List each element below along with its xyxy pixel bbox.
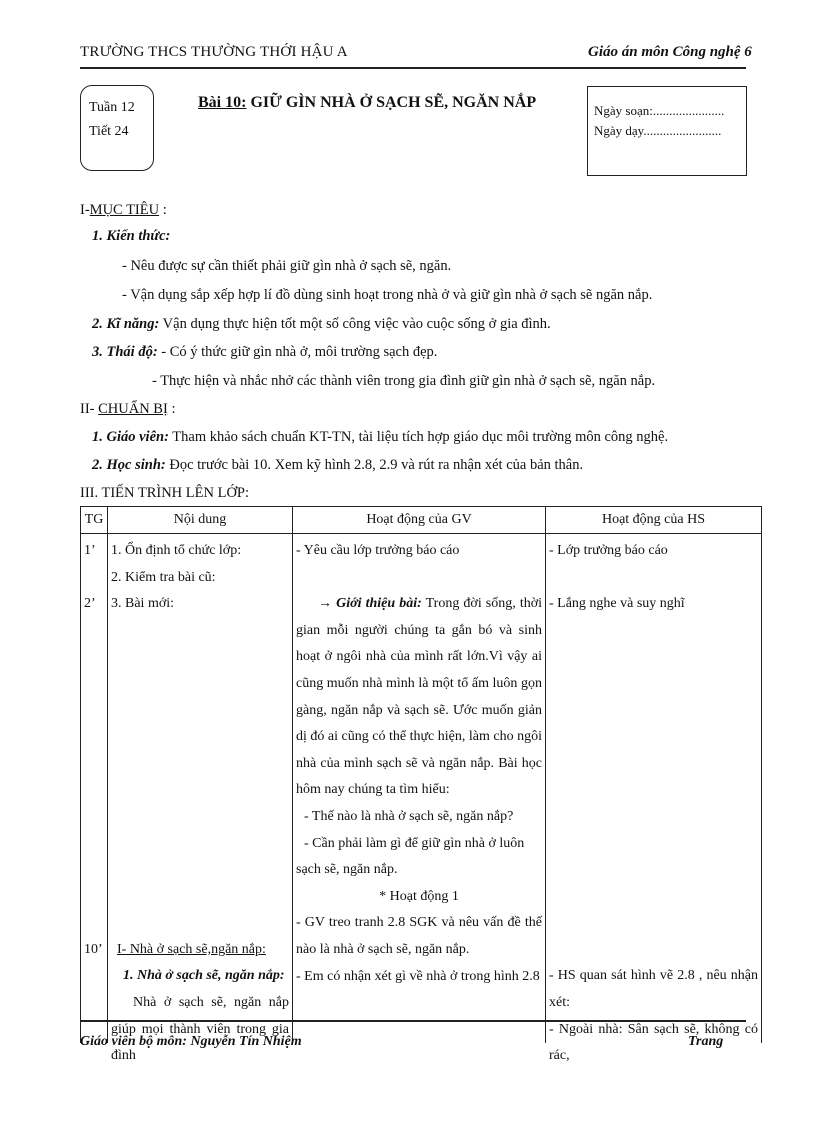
row2-teacher-label: Giới thiệu bài:	[336, 596, 422, 612]
row2-tg-text: 2’	[84, 596, 96, 612]
objectives-title: MỤC TIÊU	[89, 202, 160, 218]
col-header-student: Hoạt động của HS	[546, 507, 762, 534]
knowledge-label: 1. Kiến thức:	[92, 228, 171, 244]
table-row	[81, 534, 762, 1044]
week-label: Tuần 12	[89, 100, 135, 115]
row1-tg-text: 1’	[84, 543, 96, 558]
prepared-date: Ngày soạn:......................	[594, 103, 725, 118]
col-header-tg: TG	[81, 507, 108, 534]
student-column	[546, 534, 762, 1064]
lesson-plan-table	[80, 506, 762, 1064]
row1-tg	[81, 534, 108, 1044]
row3-tg-text: 10’	[84, 941, 103, 957]
skill-text: Vận dụng thực hiện tốt một số công việc vào cuộc sống ở gia đình.	[159, 316, 551, 332]
objectives-heading	[80, 197, 167, 223]
footer-divider	[80, 1020, 746, 1022]
teacher-prep-label: 1. Giáo viên:	[92, 429, 169, 445]
footer-teacher: Giáo viên bộ môn: Nguyễn Tín Nhiệm	[80, 1034, 302, 1049]
row2-teacher-text: Trong đời sống, thời gian mỗi người chúng ta gắn bó và sinh hoạt ở ngôi nhà của mình rất lớn.Vì vậy ai cũng muốn nhà mình là một tổ ấm luôn gọn gàng, ngăn nắp và sạch sẽ. Ước muốn giản dị đó ai cũng có thể thực hiện, làm cho ngôi nhà của mình sạch sẽ và ngăn nắp. Bài học hôm nay chúng ta tìm hiểu:	[296, 596, 542, 798]
student-prep-text: Đọc trước bài 10. Xem kỹ hình 2.8, 2.9 và rút ra nhận xét của bản thân.	[165, 457, 584, 473]
row1-content-2: 2. Kiểm tra bài cũ:	[111, 569, 216, 585]
row3-teacher-heading: * Hoạt động 1	[379, 888, 459, 904]
row3-content-heading: I- Nhà ở sạch sẽ,ngăn nắp:	[117, 941, 266, 957]
row3-student-2: - Ngoài nhà: Sân sạch sẽ, không có rác,	[549, 1021, 758, 1064]
footer-page: Trang	[688, 1034, 724, 1049]
objectives-prefix: I-	[80, 202, 90, 218]
preparation-heading	[80, 396, 175, 422]
table-header-row	[81, 507, 762, 534]
attitude-line	[92, 339, 437, 365]
teacher-prep-text: Tham khảo sách chuẩn KT-TN, tài liệu tích hợp giáo dục môi trường môn công nghệ.	[168, 429, 669, 445]
row3-content-sub: 1. Nhà ở sạch sẽ, ngăn nắp:	[123, 968, 285, 984]
col-header-content: Nội dung	[108, 507, 293, 534]
knowledge-item-1: - Nêu được sự cần thiết phải giữ gìn nhà ở sạch sẽ, ngăn.	[122, 258, 452, 274]
row3-student-1: - HS quan sát hình vẽ 2.8 , nêu nhận xét:	[549, 968, 758, 1010]
week-period-box	[80, 85, 154, 171]
row1-student: - Lớp trưởng báo cáo	[549, 543, 668, 558]
arrow-icon: →	[318, 596, 337, 612]
row3-content-text: Nhà ở sạch sẽ, ngăn nắp giúp mọi thành viên trong gia đình	[111, 994, 289, 1064]
preparation-suffix: :	[167, 401, 176, 417]
period-label: Tiết 24	[89, 124, 129, 139]
subject-title: Giáo án môn Công nghệ 6	[588, 44, 752, 60]
student-prep-label: 2. Học sinh:	[92, 457, 166, 473]
row3-teacher-1: - GV treo tranh 2.8 SGK và nêu vấn đề thế nào là nhà ở sạch sẽ, ngăn nắp.	[296, 915, 542, 957]
lesson-title	[198, 94, 536, 112]
teacher-prep-line	[92, 424, 668, 450]
student-prep-line	[92, 452, 583, 478]
skill-line	[92, 311, 551, 337]
row2-teacher-q1: - Thế nào là nhà ở sạch sẽ, ngăn nắp?	[304, 808, 514, 824]
date-box	[587, 86, 747, 176]
attitude-text: - Có ý thức giữ gìn nhà ở, môi trường sạch đẹp.	[157, 344, 438, 360]
lesson-name: GIỮ GÌN NHÀ Ở SẠCH SẼ, NGĂN NẮP	[246, 94, 537, 111]
content-column	[108, 534, 293, 1064]
attitude-item-2: - Thực hiện và nhắc nhở các thành viên trong gia đình giữ gìn nhà ở sạch sẽ, ngăn nắp.	[152, 373, 656, 389]
taught-date: Ngày dạy........................	[594, 123, 722, 138]
preparation-title: CHUẨN BỊ	[98, 401, 168, 417]
row2-content: 3. Bài mới:	[111, 596, 175, 612]
row1-content-1: 1. Ổn định tổ chức lớp:	[111, 543, 242, 558]
row1-teacher: - Yêu cầu lớp trưởng báo cáo	[296, 543, 460, 558]
teacher-column	[293, 534, 546, 1044]
knowledge-item-2: - Vận dụng sắp xếp hợp lí đồ dùng sinh hoạt trong nhà ở và giữ gìn nhà ở sạch sẽ ngăn nắp.	[122, 287, 653, 303]
attitude-label: 3. Thái độ:	[92, 344, 158, 360]
skill-label: 2. Kĩ năng:	[92, 316, 160, 332]
row2-student: - Lắng nghe và suy nghĩ	[549, 596, 685, 612]
row2-teacher-intro	[296, 591, 542, 804]
objectives-suffix: :	[159, 202, 167, 218]
header-divider	[80, 67, 746, 69]
row2-teacher-q2: - Cần phải làm gì để giữ gìn nhà ở luôn sạch sẽ, ngăn nắp.	[296, 835, 525, 878]
process-heading: III. TIẾN TRÌNH LÊN LỚP:	[80, 485, 250, 501]
school-name: TRƯỜNG THCS THƯỜNG THỚI HẬU A	[80, 44, 348, 60]
lesson-number: Bài 10:	[198, 94, 247, 111]
preparation-prefix: II-	[80, 401, 99, 417]
col-header-teacher: Hoạt động của GV	[293, 507, 546, 534]
row3-teacher-2: - Em có nhận xét gì về nhà ở trong hình 2.8	[296, 968, 540, 984]
